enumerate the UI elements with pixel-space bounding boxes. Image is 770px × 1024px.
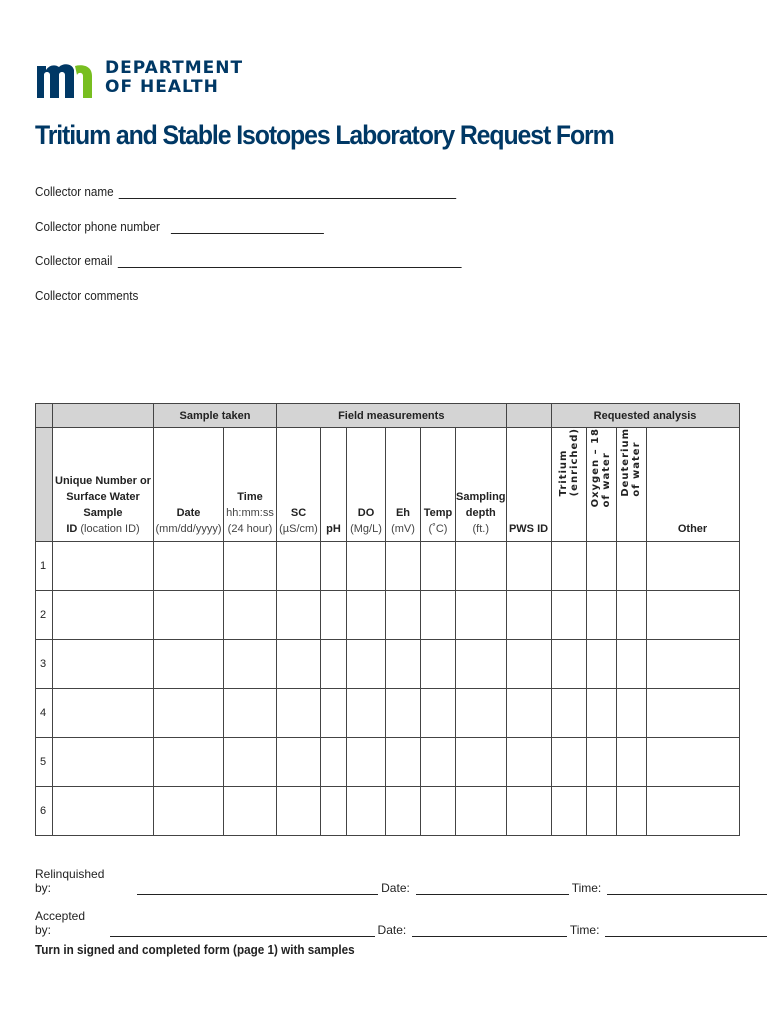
table-cell[interactable]: [456, 542, 507, 591]
table-cell[interactable]: [646, 542, 739, 591]
table-row: [36, 787, 740, 836]
table-cell[interactable]: [551, 640, 586, 689]
relinquished-date-input[interactable]: [416, 880, 569, 895]
table-row: [36, 542, 740, 591]
table-cell[interactable]: [53, 640, 154, 689]
collector-comments-label: Collector comments: [35, 288, 139, 303]
time-label: Time:: [571, 881, 602, 895]
collector-phone-field[interactable]: [35, 219, 324, 234]
col-sc: SC (µS/cm): [277, 428, 321, 542]
table-cell[interactable]: [224, 787, 277, 836]
table-cell[interactable]: [386, 542, 421, 591]
table-cell[interactable]: [154, 640, 224, 689]
table-cell[interactable]: [586, 640, 616, 689]
table-cell[interactable]: [154, 738, 224, 787]
row-number: 6: [36, 787, 53, 836]
table-cell[interactable]: [506, 689, 551, 738]
logo-line2: OF HEALTH: [105, 77, 219, 97]
col-other: Other: [646, 428, 739, 542]
col-id: Unique Number or Surface Water Sample ID (location ID): [53, 428, 154, 542]
col-deuterium: Deuterium of water: [616, 428, 646, 542]
col-eh: Eh (mV): [386, 428, 421, 542]
corner-cell: [36, 428, 53, 542]
table-cell[interactable]: [347, 738, 386, 787]
table-cell[interactable]: [53, 787, 154, 836]
table-cell[interactable]: [506, 738, 551, 787]
table-cell[interactable]: [321, 738, 347, 787]
table-cell[interactable]: [224, 591, 277, 640]
table-cell[interactable]: [616, 738, 646, 787]
table-cell[interactable]: [506, 542, 551, 591]
table-cell[interactable]: [277, 787, 321, 836]
col-temp: Temp (˚C): [421, 428, 456, 542]
time-label: Time:: [569, 923, 600, 937]
table-cell[interactable]: [224, 738, 277, 787]
table-cell[interactable]: [224, 689, 277, 738]
table-cell[interactable]: [321, 542, 347, 591]
table-cell[interactable]: [347, 787, 386, 836]
row-number: 5: [36, 738, 53, 787]
collector-email-input[interactable]: [118, 253, 462, 268]
col-ph: pH: [321, 428, 347, 542]
col-date: Date (mm/dd/yyyy): [154, 428, 224, 542]
relinquished-line: [35, 867, 770, 895]
table-cell[interactable]: [646, 738, 739, 787]
group-requested-analysis: Requested analysis: [551, 404, 739, 428]
table-row: [36, 689, 740, 738]
accepted-time-input[interactable]: [605, 922, 767, 937]
row-number: 3: [36, 640, 53, 689]
table-cell[interactable]: [586, 787, 616, 836]
table-cell[interactable]: [386, 787, 421, 836]
table-cell[interactable]: [586, 738, 616, 787]
table-cell[interactable]: [646, 787, 739, 836]
table-cell[interactable]: [646, 689, 739, 738]
table-cell[interactable]: [646, 591, 739, 640]
table-cell[interactable]: [277, 689, 321, 738]
group-field-measurements: Field measurements: [277, 404, 507, 428]
table-cell[interactable]: [616, 640, 646, 689]
table-cell[interactable]: [421, 542, 456, 591]
col-do: DO (Mg/L): [347, 428, 386, 542]
table-cell[interactable]: [53, 738, 154, 787]
row-number: 2: [36, 591, 53, 640]
table-cell[interactable]: [347, 640, 386, 689]
table-cell[interactable]: [347, 689, 386, 738]
table-cell[interactable]: [421, 591, 456, 640]
table-cell[interactable]: [53, 542, 154, 591]
table-cell[interactable]: [421, 738, 456, 787]
table-cell[interactable]: [277, 640, 321, 689]
corner-cell: [36, 404, 53, 428]
logo-line1: DEPARTMENT: [105, 58, 244, 78]
mdh-logo: [35, 58, 243, 98]
table-cell[interactable]: [616, 787, 646, 836]
table-cell[interactable]: [421, 787, 456, 836]
table-cell[interactable]: [321, 787, 347, 836]
table-cell[interactable]: [347, 591, 386, 640]
relinquished-time-input[interactable]: [607, 880, 767, 895]
sample-table: [35, 403, 740, 836]
collector-phone-label: Collector phone number: [35, 219, 160, 234]
relinquished-label: Relinquished by:: [35, 867, 105, 895]
table-cell[interactable]: [551, 591, 586, 640]
accepted-date-input[interactable]: [412, 922, 567, 937]
table-cell[interactable]: [506, 787, 551, 836]
table-cell[interactable]: [386, 640, 421, 689]
table-cell[interactable]: [154, 787, 224, 836]
col-oxygen-18: Oxygen – 18 of water: [586, 428, 616, 542]
table-row: [36, 738, 740, 787]
table-cell[interactable]: [386, 738, 421, 787]
header-blank-pws: [506, 404, 551, 428]
collector-name-field[interactable]: [35, 184, 457, 199]
header-blank: [53, 404, 154, 428]
group-sample-taken: Sample taken: [154, 404, 277, 428]
table-cell[interactable]: [551, 542, 586, 591]
table-cell[interactable]: [277, 738, 321, 787]
table-cell[interactable]: [616, 689, 646, 738]
table-cell[interactable]: [506, 591, 551, 640]
col-tritium: Tritium (enriched): [551, 428, 586, 542]
row-number: 1: [36, 542, 53, 591]
table-cell[interactable]: [551, 689, 586, 738]
table-cell[interactable]: [321, 640, 347, 689]
collector-comments-field[interactable]: [35, 288, 138, 303]
table-cell[interactable]: [347, 542, 386, 591]
col-time: Time hh:mm:ss (24 hour): [224, 428, 277, 542]
table-cell[interactable]: [386, 689, 421, 738]
table-cell[interactable]: [506, 640, 551, 689]
table-cell[interactable]: [277, 591, 321, 640]
relinquished-input[interactable]: [137, 880, 379, 895]
accepted-line: [35, 909, 770, 937]
collector-name-input[interactable]: [119, 184, 457, 199]
table-cell[interactable]: [646, 640, 739, 689]
table-cell[interactable]: [616, 542, 646, 591]
date-label: Date:: [377, 923, 407, 937]
table-cell[interactable]: [154, 542, 224, 591]
table-cell[interactable]: [53, 689, 154, 738]
table-cell[interactable]: [586, 689, 616, 738]
table-row: [36, 640, 740, 689]
col-depth: Sampling depth (ft.): [456, 428, 507, 542]
table-cell[interactable]: [586, 542, 616, 591]
table-cell[interactable]: [456, 591, 507, 640]
table-cell[interactable]: [154, 689, 224, 738]
table-cell[interactable]: [456, 640, 507, 689]
table-cell[interactable]: [321, 591, 347, 640]
col-pws-id: PWS ID: [506, 428, 551, 542]
accepted-input[interactable]: [110, 922, 374, 937]
table-cell[interactable]: [53, 591, 154, 640]
row-number: 4: [36, 689, 53, 738]
table-row: [36, 591, 740, 640]
table-cell[interactable]: [224, 542, 277, 591]
mn-logo-icon: [35, 58, 95, 98]
table-cell[interactable]: [224, 640, 277, 689]
accepted-label: Accepted by:: [35, 909, 86, 937]
collector-email-label: Collector email: [35, 253, 113, 268]
table-cell[interactable]: [456, 738, 507, 787]
table-cell[interactable]: [456, 787, 507, 836]
table-cell[interactable]: [154, 591, 224, 640]
collector-phone-input[interactable]: [171, 219, 324, 234]
table-cell[interactable]: [421, 640, 456, 689]
table-cell[interactable]: [456, 689, 507, 738]
table-cell[interactable]: [321, 689, 347, 738]
table-cell[interactable]: [277, 542, 321, 591]
collector-email-field[interactable]: [35, 253, 462, 268]
table-cell[interactable]: [586, 591, 616, 640]
table-cell[interactable]: [616, 591, 646, 640]
table-cell[interactable]: [386, 591, 421, 640]
collector-name-label: Collector name: [35, 184, 114, 199]
table-cell[interactable]: [421, 689, 456, 738]
table-cell[interactable]: [551, 738, 586, 787]
date-label: Date:: [381, 881, 410, 895]
table-cell[interactable]: [551, 787, 586, 836]
instruction-note: Turn in signed and completed form (page 1) with samples: [35, 942, 355, 957]
page-title: Tritium and Stable Isotopes Laboratory Request Form: [35, 120, 614, 150]
